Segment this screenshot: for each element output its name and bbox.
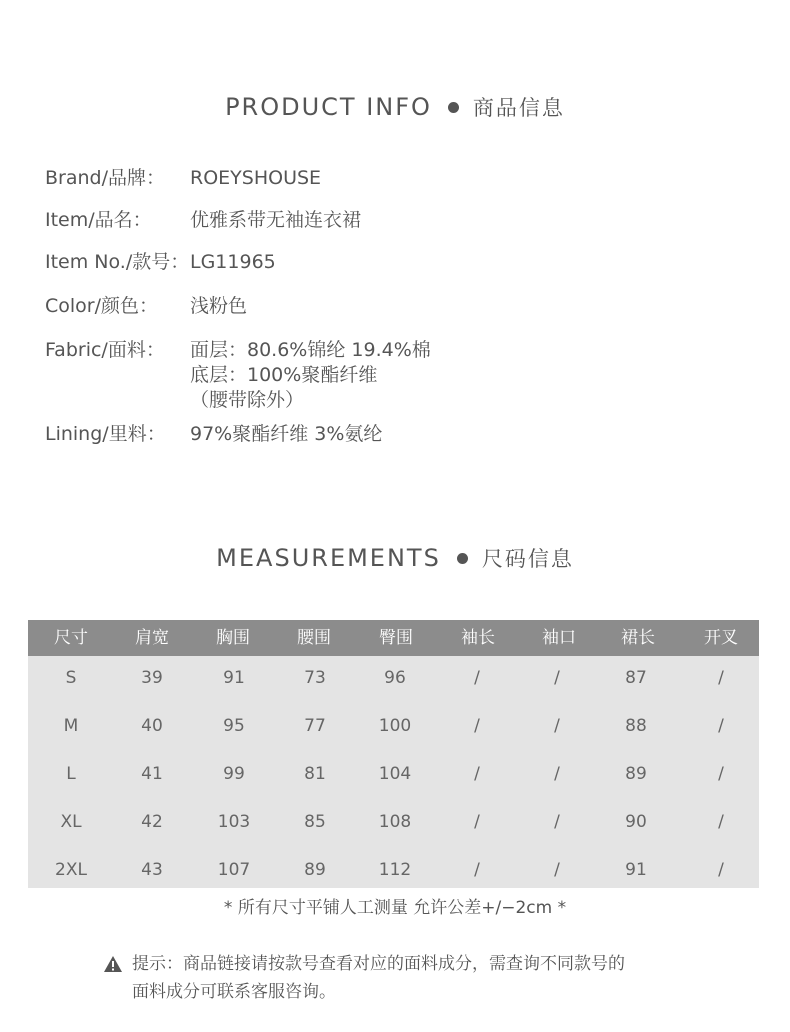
table-row — [28, 750, 759, 798]
table-row — [28, 846, 759, 894]
table-header-cell: 裙长 — [621, 628, 655, 648]
table-cell: / — [718, 716, 724, 736]
table-cell: / — [474, 716, 480, 736]
tip-line: 提示：商品链接请按款号查看对应的面料成分，需查询不同款号的 — [132, 954, 625, 974]
measurements-heading-en: MEASUREMENTS — [216, 544, 441, 572]
table-cell: 81 — [304, 764, 326, 784]
table-header-cell: 胸围 — [216, 628, 250, 648]
table-header — [28, 620, 759, 656]
table-cell: 88 — [625, 716, 647, 736]
table-cell: 99 — [223, 764, 245, 784]
table-cell: / — [718, 812, 724, 832]
info-label: Brand/品牌： — [45, 167, 165, 189]
info-label: Color/颜色： — [45, 295, 159, 317]
table-cell: L — [66, 764, 76, 784]
table-cell: M — [63, 716, 79, 736]
info-value — [190, 208, 361, 233]
table-header-cell: 袖口 — [542, 628, 576, 648]
info-value-line: 优雅系带无袖连衣裙 — [190, 209, 362, 231]
table-cell: 39 — [141, 668, 163, 688]
info-value-line: 面层：80.6%锦纶 19.4%棉 — [190, 339, 431, 361]
table-cell: 89 — [304, 860, 326, 880]
info-value-line: 底层：100%聚酯纤维 — [190, 364, 378, 386]
info-value-line: （腰带除外） — [190, 389, 305, 411]
measurement-note: * 所有尺寸平铺人工测量 允许公差+/−2cm * — [223, 898, 567, 918]
table-header-cell: 尺寸 — [54, 628, 88, 648]
table-cell: 73 — [304, 668, 326, 688]
info-value — [190, 338, 431, 413]
product-info-heading — [0, 92, 790, 122]
bullet-dot-icon — [448, 102, 459, 113]
table-cell: 85 — [304, 812, 326, 832]
table-cell: / — [554, 716, 560, 736]
table-row — [28, 798, 759, 846]
table-header-cell: 袖长 — [461, 628, 495, 648]
table-cell: 100 — [378, 716, 412, 736]
info-value-line: LG11965 — [190, 251, 276, 273]
measurements-heading-cn: 尺码信息 — [481, 547, 574, 571]
table-cell: / — [474, 668, 480, 688]
info-label: Fabric/面料： — [45, 339, 165, 361]
table-cell: 42 — [141, 812, 163, 832]
table-cell: / — [554, 668, 560, 688]
table-cell: 43 — [141, 860, 163, 880]
info-label: Lining/里料： — [45, 423, 166, 445]
table-cell: 107 — [217, 860, 251, 880]
table-cell: / — [554, 764, 560, 784]
info-label: Item/品名： — [45, 209, 152, 231]
table-cell: 103 — [217, 812, 251, 832]
table-cell: 112 — [378, 860, 412, 880]
table-row — [28, 654, 759, 702]
table-cell: / — [474, 812, 480, 832]
product-info-heading-cn: 商品信息 — [472, 96, 565, 120]
table-cell: 77 — [304, 716, 326, 736]
table-cell: S — [65, 668, 77, 688]
table-header-cell: 开叉 — [704, 628, 738, 648]
table-cell: / — [554, 860, 560, 880]
info-value-line: ROEYSHOUSE — [190, 167, 322, 189]
info-value — [190, 250, 276, 275]
table-cell: XL — [60, 812, 82, 832]
tip-text — [132, 950, 625, 1006]
table-cell: / — [718, 668, 724, 688]
table-header-cell: 腰围 — [297, 628, 331, 648]
table-cell: 95 — [223, 716, 245, 736]
table-cell: 91 — [625, 860, 647, 880]
table-cell: 87 — [625, 668, 647, 688]
info-value — [190, 294, 247, 319]
table-cell: 89 — [625, 764, 647, 784]
measurements-heading — [0, 543, 790, 573]
bullet-dot-icon — [457, 553, 468, 564]
table-cell: 2XL — [55, 860, 87, 880]
info-value — [190, 166, 321, 191]
table-cell: 96 — [384, 668, 406, 688]
table-cell: / — [718, 860, 724, 880]
info-value — [190, 422, 382, 447]
size-table — [28, 620, 759, 888]
table-cell: / — [718, 764, 724, 784]
table-cell: / — [474, 764, 480, 784]
warning-icon — [104, 956, 122, 972]
table-cell: 90 — [625, 812, 647, 832]
table-cell: / — [554, 812, 560, 832]
table-cell: 41 — [141, 764, 163, 784]
table-cell: 108 — [378, 812, 412, 832]
table-cell: / — [474, 860, 480, 880]
info-value-line: 浅粉色 — [190, 295, 248, 317]
table-cell: 40 — [141, 716, 163, 736]
info-value-line: 97%聚酯纤维 3%氨纶 — [190, 423, 383, 445]
table-header-cell: 臀围 — [379, 628, 413, 648]
table-row — [28, 702, 759, 750]
info-label: Item No./款号： — [45, 251, 190, 273]
tip-line: 面料成分可联系客服咨询。 — [132, 982, 336, 1002]
table-cell: 91 — [223, 668, 245, 688]
table-cell: 104 — [378, 764, 412, 784]
product-info-heading-en: PRODUCT INFO — [225, 93, 432, 121]
table-header-cell: 肩宽 — [135, 628, 169, 648]
